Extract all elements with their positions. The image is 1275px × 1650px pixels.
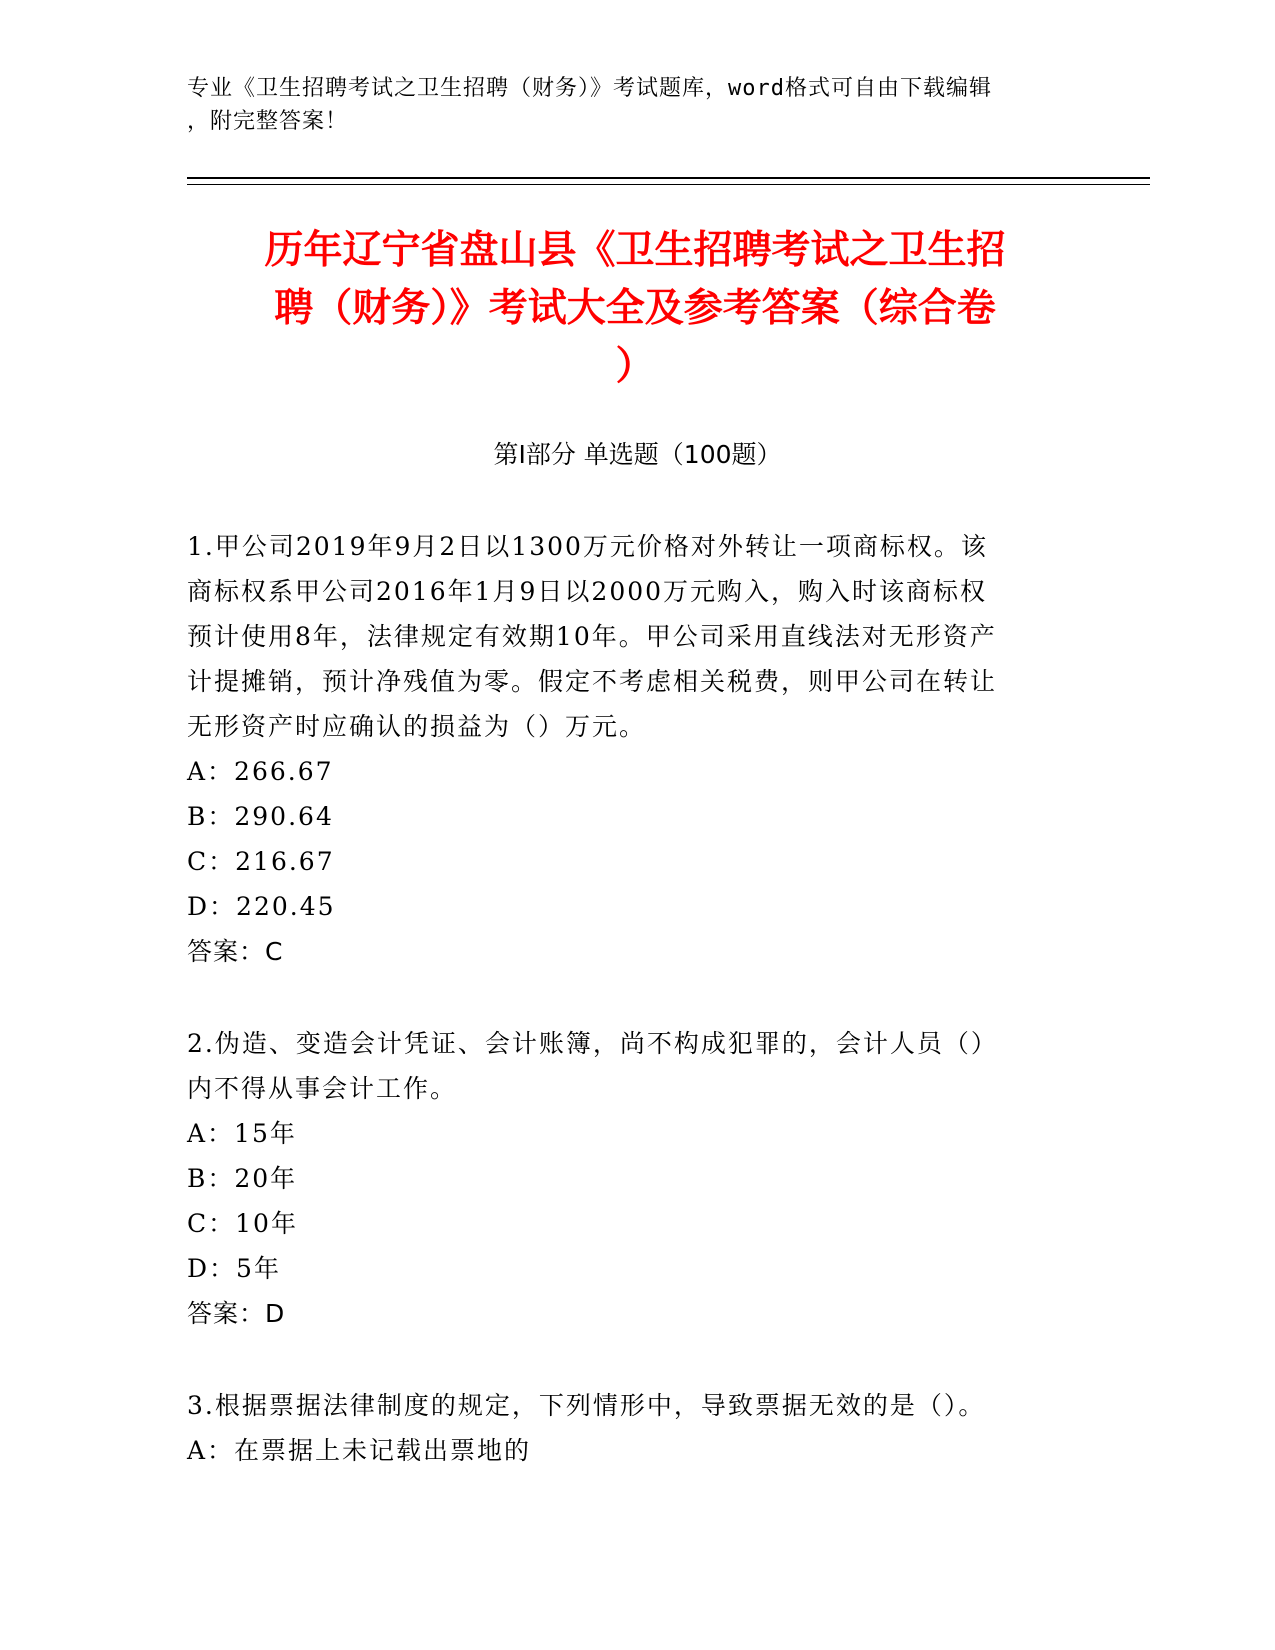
- question-spacer: [187, 974, 1067, 1021]
- option-d: D：5年: [187, 1254, 281, 1283]
- question-stem-line: 商标权系甲公司2016年1月9日以2000万元购入，购入时该商标权: [187, 577, 988, 606]
- header-rule-thick: [187, 177, 1150, 179]
- header-note-line: ，附完整答案！: [187, 109, 349, 134]
- question-stem-line: 内不得从事会计工作。: [187, 1074, 458, 1103]
- header-note: [187, 72, 1067, 138]
- answer: 答案：D: [187, 1299, 286, 1328]
- title-line: 聘（财务）》考试大全及参考答案（综合卷: [274, 286, 996, 331]
- question-3: [187, 1383, 1067, 1473]
- question-1: [187, 524, 1067, 974]
- answer: 答案：C: [187, 937, 284, 966]
- title-line: 历年辽宁省盘山县《卫生招聘考试之卫生招: [264, 228, 1006, 273]
- header-note-line: 专业《卫生招聘考试之卫生招聘（财务）》考试题库，word格式可自由下载编辑: [187, 76, 992, 101]
- question-spacer: [187, 1336, 1067, 1383]
- option-b: B：20年: [187, 1164, 298, 1193]
- option-c: C：216.67: [187, 847, 335, 876]
- question-stem-line: 计提摊销，预计净残值为零。假定不考虑相关税费，则甲公司在转让: [187, 667, 998, 696]
- option-a: A：在票据上未记载出票地的: [187, 1436, 532, 1465]
- question-stem-line: 预计使用8年，法律规定有效期10年。甲公司采用直线法对无形资产: [187, 622, 997, 651]
- question-stem-line: 无形资产时应确认的损益为（）万元。: [187, 712, 647, 741]
- option-b: B：290.64: [187, 802, 334, 831]
- section-heading: 第Ⅰ部分 单选题（100题）: [493, 440, 782, 469]
- title-line: ）: [615, 344, 655, 389]
- option-d: D：220.45: [187, 892, 336, 921]
- question-2: [187, 1021, 1067, 1336]
- question-list: [187, 524, 1067, 1473]
- option-a: A：266.67: [187, 757, 334, 786]
- document-title: [195, 222, 1075, 396]
- option-a: A：15年: [187, 1119, 297, 1148]
- question-stem-line: 1.甲公司2019年9月2日以1300万元价格对外转让一项商标权。该: [187, 532, 988, 561]
- header-rule-thin: [187, 184, 1150, 185]
- question-stem-line: 2.伪造、变造会计凭证、会计账簿，尚不构成犯罪的，会计人员（）: [187, 1029, 998, 1058]
- option-c: C：10年: [187, 1209, 298, 1238]
- question-stem-line: 3.根据票据法律制度的规定，下列情形中，导致票据无效的是（）。: [187, 1391, 986, 1420]
